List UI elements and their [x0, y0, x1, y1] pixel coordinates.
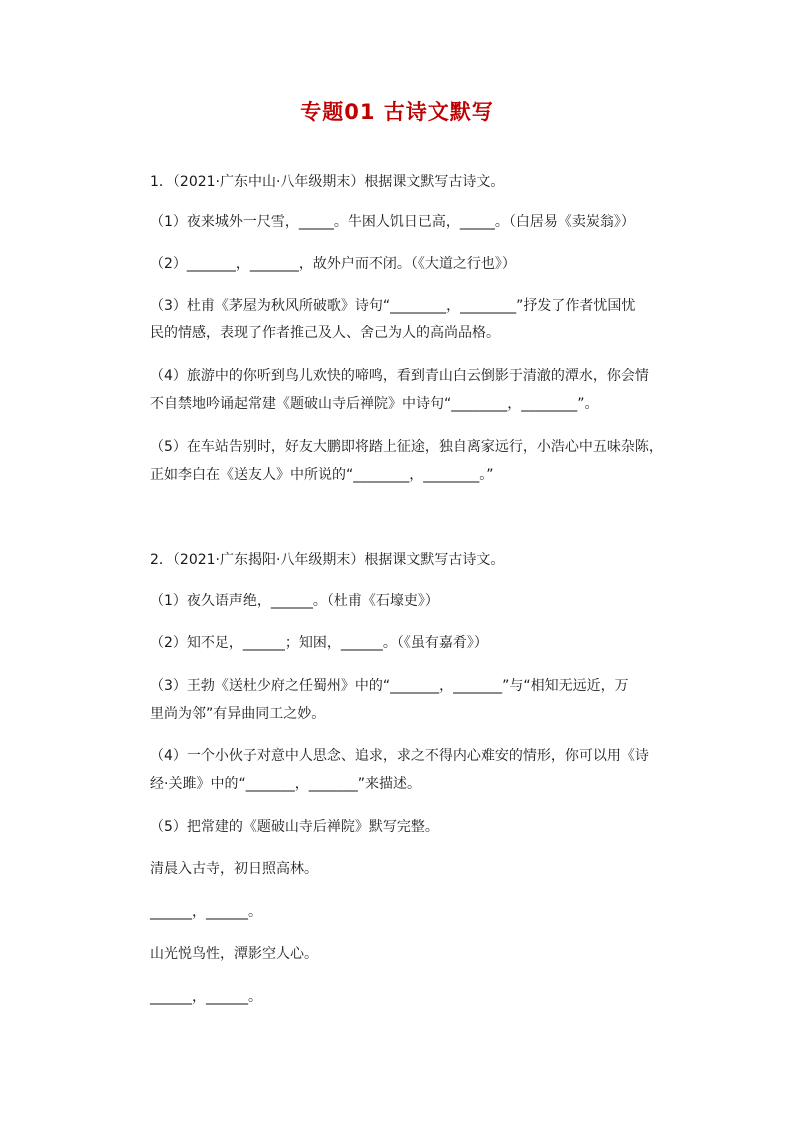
question-2-header: 2．（2021·广东揭阳·八年级期末）根据课文默写古诗文。 — [150, 552, 505, 568]
q2-item-1: （1）夜久语声绝，______。（杜甫《石壕吏》） — [150, 593, 439, 609]
q2-item-3-line-2: 里尚为邻”有异曲同工之妙。 — [150, 706, 326, 722]
q1-item-3-line-2: 民的情感，表现了作者推己及人、舍己为人的高尚品格。 — [150, 325, 500, 341]
poem-line-2: 山光悦鸟性，潭影空人心。 — [150, 946, 318, 962]
question-1-header: 1．（2021·广东中山·八年级期末）根据课文默写古诗文。 — [150, 174, 505, 190]
poem-blank-2: ______，______。 — [150, 989, 262, 1005]
q1-item-5-line-2: 正如李白在《送友人》中所说的“________，________。” — [150, 467, 494, 483]
q2-item-5: （5）把常建的《题破山寺后禅院》默写完整。 — [150, 819, 439, 835]
q2-item-3-line-1: （3）王勃《送杜少府之任蜀州》中的“_______，_______”与“相知无远近，万 — [150, 678, 629, 694]
q2-item-4-line-1: （4）一个小伙子对意中人思念、追求，求之不得内心难安的情形，你可以用《诗 — [150, 748, 649, 764]
q1-item-1: （1）夜来城外一尺雪，_____。牛困人饥日已高，_____。（白居易《卖炭翁》） — [150, 214, 635, 230]
q2-item-2: （2）知不足，______；知困，______。（《虽有嘉肴》） — [150, 635, 488, 651]
poem-blank-1: ______，______。 — [150, 904, 262, 920]
q1-item-2: （2）_______，_______，故外户而不闭。（《大道之行也》） — [150, 256, 516, 272]
q1-item-5-line-1: （5）在车站告别时，好友大鹏即将踏上征途，独自离家远行，小浩心中五味杂陈， — [150, 439, 663, 455]
poem-line-1: 清晨入古寺，初日照高林。 — [150, 861, 318, 877]
q2-item-4-line-2: 经·关雎》中的“_______，_______”来描述。 — [150, 776, 421, 792]
q1-item-3-line-1: （3）杜甫《茅屋为秋风所破歌》诗句“________，________”抒发了作者忧国忧 — [150, 298, 636, 314]
q1-item-4-line-2: 不自禁地吟诵起常建《题破山寺后禅院》中诗句“________，________”。 — [150, 396, 599, 412]
page-title: 专题01 古诗文默写 — [300, 100, 494, 124]
q1-item-4-line-1: （4）旅游中的你听到鸟儿欢快的啼鸣，看到青山白云倒影于清澈的潭水，你会情 — [150, 368, 649, 384]
